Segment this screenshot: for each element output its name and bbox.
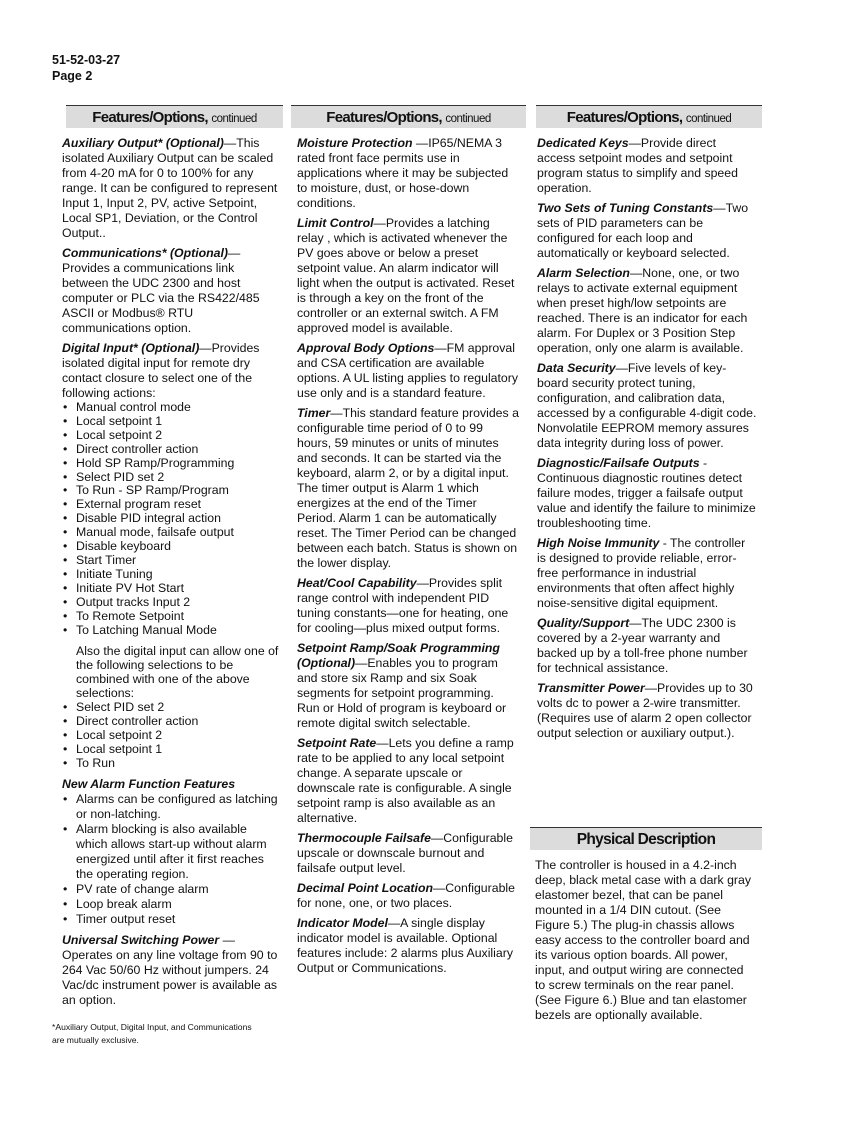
feature-lead: Moisture Protection xyxy=(297,136,413,150)
list-item: • To Latching Manual Mode xyxy=(62,624,280,638)
combined-action-list xyxy=(62,701,280,771)
feature-lead: Approval Body Options xyxy=(297,341,435,355)
column-2 xyxy=(297,105,519,981)
feature-text: Lets you define a ramp rate to be applied to any local setpoint change. A separate upscale or downscale rate is configurable. A single setpoint ramp is also available as an alternative. xyxy=(297,736,514,825)
feature-entry xyxy=(537,201,757,261)
lead-separator: — xyxy=(416,576,429,590)
feature-entry xyxy=(62,933,280,1008)
feature-text: A single display indicator model is available. Optional features include: 2 alarms plus Auxiliary Output or Communications. xyxy=(297,916,513,975)
feature-lead: High Noise Immunity xyxy=(537,536,660,550)
feature-text: FM approval and CSA certification are available options. A UL listing applies to regulatory use only and is a standard feature. xyxy=(297,341,519,400)
list-item: • Select PID set 2 xyxy=(62,471,280,485)
feature-text: The UDC 2300 is covered by a 2-year warranty and backed up by a toll-free phone number for technical assistance. xyxy=(537,616,748,675)
column-3-entries xyxy=(537,136,757,741)
feature-entry xyxy=(537,136,757,196)
list-item: • Hold SP Ramp/Programming xyxy=(62,457,280,471)
feature-entry xyxy=(537,361,757,451)
lead-separator: — xyxy=(387,916,401,930)
alarm-feature-list xyxy=(62,792,280,928)
continued-label: continued xyxy=(445,113,491,125)
page-number: Page 2 xyxy=(52,69,93,83)
feature-text: Provides split range control with independent PID tuning constants—one for heating, one for cooling—plus mixed output forms. xyxy=(297,576,509,635)
column-3 xyxy=(537,105,757,746)
feature-text: Provides up to 30 volts dc to power a 2-wire transmitter. (Requires use of alarm 2 open collector output selection or auxiliary output.). xyxy=(537,681,753,740)
feature-text: IP65/NEMA 3 rated front face permits use in applications where it may be subjected to moisture, dust, or hose-down conditions. xyxy=(297,136,509,210)
feature-entry xyxy=(297,216,519,336)
feature-text: Two sets of PID parameters can be configured for each loop and automatically or keyboard selected. xyxy=(537,201,749,260)
feature-lead: Data Security xyxy=(537,361,616,375)
lead-separator: — xyxy=(219,933,235,948)
combined-selection-note: Also the digital input can allow one of the following selections to be combined with one of the above selections: xyxy=(76,644,279,701)
list-item: • Local setpoint 1 xyxy=(62,743,280,757)
lead-separator: — xyxy=(330,406,343,420)
lead-separator: — xyxy=(629,266,643,280)
feature-lead: Decimal Point Location xyxy=(297,881,433,895)
lead-separator: — xyxy=(713,201,726,215)
lead-separator: — xyxy=(430,831,444,845)
list-item: • Local setpoint 1 xyxy=(62,415,280,429)
feature-entry xyxy=(537,681,757,741)
lead-separator: — xyxy=(628,136,641,150)
feature-lead: Universal Switching Power xyxy=(62,933,220,948)
feature-entry xyxy=(297,641,519,731)
list-item: • Manual mode, failsafe output xyxy=(62,526,280,540)
feature-lead: Setpoint Ramp/Soak Programming (Optional) xyxy=(297,641,500,670)
feature-lead: Timer xyxy=(297,406,331,420)
list-item: • Direct controller action xyxy=(62,715,280,729)
column-2-entries xyxy=(297,136,519,976)
list-item: • Output tracks Input 2 xyxy=(62,596,280,610)
physical-description-section xyxy=(535,827,755,1028)
feature-text: This isolated Auxiliary Output can be scaled from 4-20 mA for 0 to 100% for any range. It can be configured to represent Input 1, Input 2, PV, active Setpoint, Local SP1, Deviation, or the Control Output.. xyxy=(62,136,278,240)
lead-separator: — xyxy=(228,246,241,260)
list-item: • Initiate Tuning xyxy=(62,568,280,582)
list-item: • Local setpoint 2 xyxy=(62,729,280,743)
list-item: • Select PID set 2 xyxy=(62,701,280,715)
list-item: • Initiate PV Hot Start xyxy=(62,582,280,596)
list-item: • Timer output reset xyxy=(62,912,280,927)
document-number: 51-52-03-27 xyxy=(52,53,121,67)
feature-text: The controller is designed to provide reliable, error- free performance in industrial environments that often affect highly noise-sensitive digital equipment. xyxy=(537,536,746,610)
lead-separator: — xyxy=(432,881,446,895)
lead-separator: — xyxy=(223,136,237,150)
feature-text: Provide direct access setpoint modes and setpoint program status to simplify and speed operation. xyxy=(537,136,738,195)
column-1 xyxy=(62,105,280,1013)
feature-text: Enables you to program and store six Ramp and six Soak segments for setpoint programming. Run or Hold of program is keyboard or remote digital switch selectable. xyxy=(297,656,507,730)
feature-entry xyxy=(537,616,757,676)
feature-text: Provides a latching relay , which is activated whenever the PV goes above or below a preset setpoint value. An alarm indicator will light when the output is activated. Reset is through a key on the front of the controller or an external switch. A FM approved model is available. xyxy=(297,216,515,335)
feature-text: This standard feature provides a configurable time period of 0 to 99 hours, 59 minutes or units of minutes and seconds. It can be started via the keyboard, alarm 2, or by a digital input. The timer output is Alarm 1 which energizes at the end of the Timer Period. Alarm 1 can be automatically reset. The Timer Period can be changed between each batch. Status is shown on the lower display. xyxy=(297,406,519,570)
feature-lead: Transmitter Power xyxy=(537,681,645,695)
lead-separator: — xyxy=(373,216,386,230)
list-item: • To Run xyxy=(62,757,280,771)
feature-entry xyxy=(297,341,519,401)
section-header xyxy=(536,105,762,128)
feature-lead: Heat/Cool Capability xyxy=(297,576,417,590)
feature-lead: Setpoint Rate xyxy=(297,736,377,750)
list-item: • Loop break alarm xyxy=(62,897,280,912)
feature-entry xyxy=(297,736,519,826)
continued-label: continued xyxy=(211,113,257,125)
feature-lead: New Alarm Function Features xyxy=(62,776,236,791)
feature-entry xyxy=(297,916,519,976)
feature-text: Configurable upscale or downscale burnout and failsafe output level. xyxy=(297,831,513,875)
feature-entry xyxy=(62,246,280,336)
lead-separator: — xyxy=(355,656,368,670)
feature-entry xyxy=(62,136,280,241)
section-title: Features/Options, xyxy=(566,109,683,126)
list-item: • Local setpoint 2 xyxy=(62,429,280,443)
list-item: • Alarm blocking is also available which allows start-up without alarm energized until after it first reaches the operating region. xyxy=(62,822,280,882)
document-header xyxy=(52,52,120,84)
list-item: • To Run - SP Ramp/Program xyxy=(62,484,280,498)
feature-lead: Quality/Support xyxy=(537,616,630,630)
list-item: • Direct controller action xyxy=(62,443,280,457)
feature-entry xyxy=(537,536,757,611)
lead-separator: — xyxy=(199,341,212,355)
feature-lead: Communications* (Optional) xyxy=(62,246,229,260)
list-item: • Disable PID integral action xyxy=(62,512,280,526)
feature-lead: Thermocouple Failsafe xyxy=(297,831,431,845)
feature-entry xyxy=(62,777,280,792)
lead-separator: — xyxy=(412,136,429,150)
feature-lead: Diagnostic/Failsafe Outputs xyxy=(537,456,700,470)
feature-entry xyxy=(297,406,519,571)
continued-label: continued xyxy=(685,113,732,125)
feature-entry xyxy=(297,576,519,636)
feature-entry xyxy=(537,266,757,356)
feature-entry xyxy=(297,881,519,911)
list-item: • PV rate of change alarm xyxy=(62,882,280,897)
feature-lead: Limit Control xyxy=(297,216,374,230)
feature-text: Provides isolated digital input for remote dry contact closure to select one of the following actions: xyxy=(62,341,260,400)
feature-lead: Indicator Model xyxy=(297,916,388,930)
feature-text: Configurable for none, one, or two places. xyxy=(297,881,515,910)
section-header xyxy=(291,105,526,128)
feature-lead: Auxiliary Output* (Optional) xyxy=(62,136,224,150)
list-item: • Alarms can be configured as latching or non-latching. xyxy=(62,792,280,822)
feature-entry xyxy=(297,136,519,211)
lead-separator: - xyxy=(659,536,671,550)
physical-description-text: The controller is housed in a 4.2-inch deep, black metal case with a dark gray elastomer bezel, that can be panel mounted in a 1/4 DIN cutout. (See Figure 5.) The plug-in chassis allows easy access to the controller board and its various option boards. All power, input, and output wiring are connected to screw terminals on the rear panel. (See Figure 6.) Blue and tan elastomer bezels are optionally available. xyxy=(535,858,751,1022)
feature-lead: Two Sets of Tuning Constants xyxy=(537,201,714,215)
list-item: • To Remote Setpoint xyxy=(62,610,280,624)
feature-text: Five levels of key-board security protect tuning, configuration, and calibration data, accessed by a configurable 4-digit code. Nonvolatile EEPROM memory assures data integrity during loss of power. xyxy=(537,361,757,450)
feature-text: Continuous diagnostic routines detect failure modes, trigger a failsafe output value and identify the failure to minimize troubleshooting time. xyxy=(537,471,756,530)
list-item: • External program reset xyxy=(62,498,280,512)
lead-separator: — xyxy=(376,736,389,750)
feature-entry xyxy=(537,456,757,531)
lead-separator: — xyxy=(615,361,628,375)
digital-action-list xyxy=(62,401,280,637)
lead-separator: — xyxy=(644,681,658,695)
feature-text: None, one, or two relays to activate external equipment when preset high/low setpoints are reached. There is an indicator for each alarm. For Duplex or 3 Position Step operation, only one alarm is available. xyxy=(537,266,748,355)
physical-description-header: Physical Description xyxy=(530,827,762,850)
lead-separator: — xyxy=(434,341,447,355)
lead-separator: — xyxy=(629,616,642,630)
list-item: • Manual control mode xyxy=(62,401,280,415)
feature-text: Provides a communications link between the UDC 2300 and host computer or PLC via the RS422/485 ASCII or Modbus® RTU communications option. xyxy=(62,261,260,335)
section-header xyxy=(66,105,283,128)
list-item: • Start Timer xyxy=(62,554,280,568)
list-item: • Disable keyboard xyxy=(62,540,280,554)
feature-lead: Alarm Selection xyxy=(537,266,630,280)
lead-separator: - xyxy=(699,456,708,470)
feature-text: Operates on any line voltage from 90 to 264 Vac 50/60 Hz without jumpers. 24 Vac/dc instrument power is available as an option. xyxy=(62,948,278,1008)
footnote: *Auxiliary Output, Digital Input, and Communications are mutually exclusive. xyxy=(52,1022,252,1045)
section-title: Features/Options, xyxy=(92,109,208,126)
section-title: Features/Options, xyxy=(326,109,442,126)
feature-entry xyxy=(297,831,519,876)
feature-lead: Dedicated Keys xyxy=(537,136,629,150)
feature-lead: Digital Input* (Optional) xyxy=(62,341,200,355)
feature-entry xyxy=(62,341,280,401)
